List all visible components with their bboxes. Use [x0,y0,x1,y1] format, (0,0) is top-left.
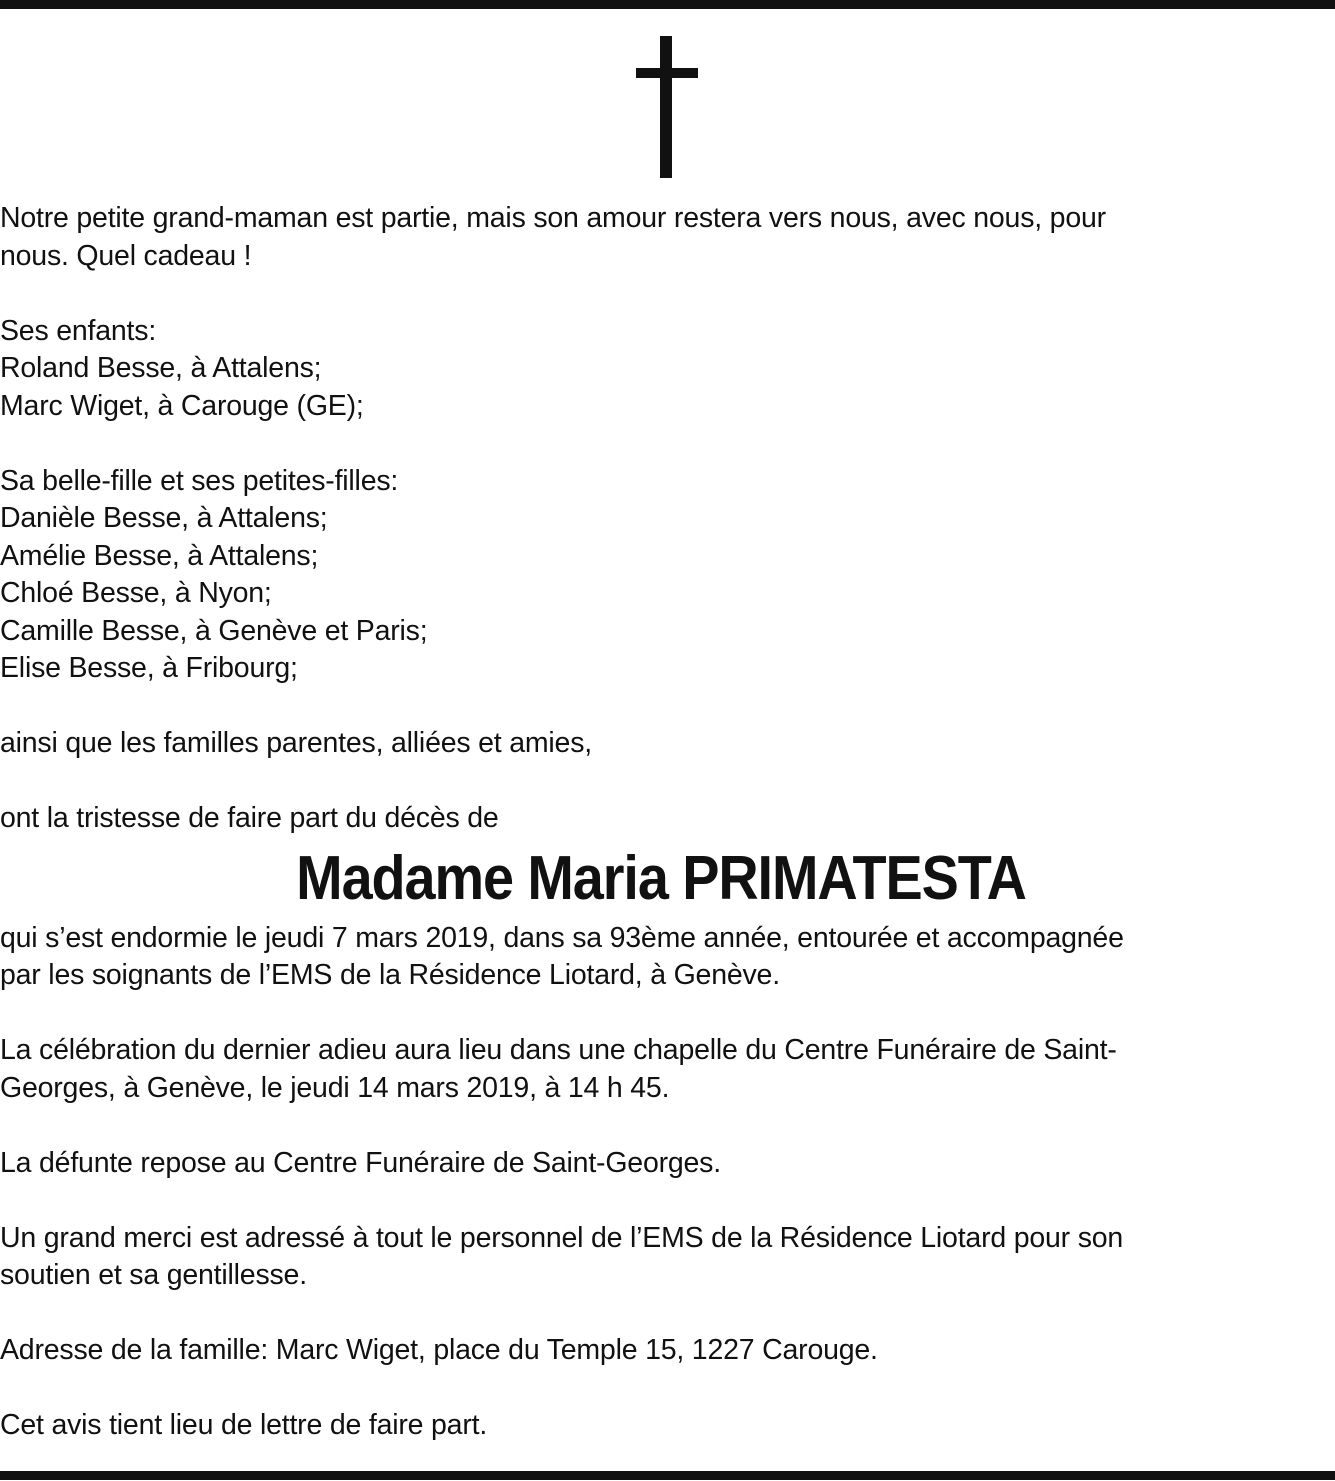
announcement-line: ont la tristesse de faire part du décès de [0,802,499,834]
thanks-line: soutien et sa gentillesse. [0,1259,307,1291]
rest-paragraph [0,1145,1320,1183]
ceremony-line: La célébration du dernier adieu aura lieu dans une chapelle du Centre Funéraire de Saint- [0,1034,1117,1066]
cross-icon [636,36,698,178]
thanks-paragraph [0,1220,1320,1295]
address-paragraph [0,1332,1320,1370]
death-notice-paragraph [0,920,1320,995]
child-entry: Roland Besse, à Attalens; [0,352,322,384]
obituary-body [0,200,1320,1445]
families-line: ainsi que les familles parentes, alliées et amies, [0,727,592,759]
bottom-rule [0,1471,1335,1480]
grandchild-entry: Chloé Besse, à Nyon; [0,577,272,609]
grandchild-entry: Elise Besse, à Fribourg; [0,652,298,684]
families-paragraph [0,725,1320,763]
children-heading: Ses enfants: [0,314,157,347]
grandchild-entry: Danièle Besse, à Attalens; [0,502,328,534]
rest-line: La défunte repose au Centre Funéraire de Saint-Georges. [0,1146,721,1179]
intro-line: nous. Quel cadeau ! [0,239,252,272]
deceased-name: Madame Maria PRIMATESTA [296,843,1026,913]
grandchildren-section [0,463,1320,688]
children-section [0,313,1320,426]
child-entry: Marc Wiget, à Carouge (GE); [0,389,364,422]
intro-line: Notre petite grand-maman est partie, mais son amour restera vers nous, avec nous, pour [0,202,1106,234]
grandchild-entry: Amélie Besse, à Attalens; [0,539,319,572]
thanks-line: Un grand merci est adressé à tout le personnel de l’EMS de la Résidence Liotard pour son [0,1221,1124,1254]
grandchild-entry: Camille Besse, à Genève et Paris; [0,614,428,647]
intro-paragraph [0,200,1320,275]
top-rule [0,0,1335,9]
closing-paragraph [0,1407,1320,1445]
address-line: Adresse de la famille: Marc Wiget, place du Temple 15, 1227 Carouge. [0,1334,878,1366]
ceremony-paragraph [0,1032,1320,1107]
grandchildren-heading: Sa belle-fille et ses petites-filles: [0,464,399,497]
ceremony-line: Georges, à Genève, le jeudi 14 mars 2019, à 14 h 45. [0,1071,670,1104]
death-notice-line: par les soignants de l’EMS de la Résidence Liotard, à Genève. [0,959,780,991]
announcement-paragraph [0,800,1320,838]
closing-line: Cet avis tient lieu de lettre de faire part. [0,1409,488,1441]
death-notice-line: qui s’est endormie le jeudi 7 mars 2019, dans sa 93ème année, entourée et accompagnée [0,921,1124,954]
